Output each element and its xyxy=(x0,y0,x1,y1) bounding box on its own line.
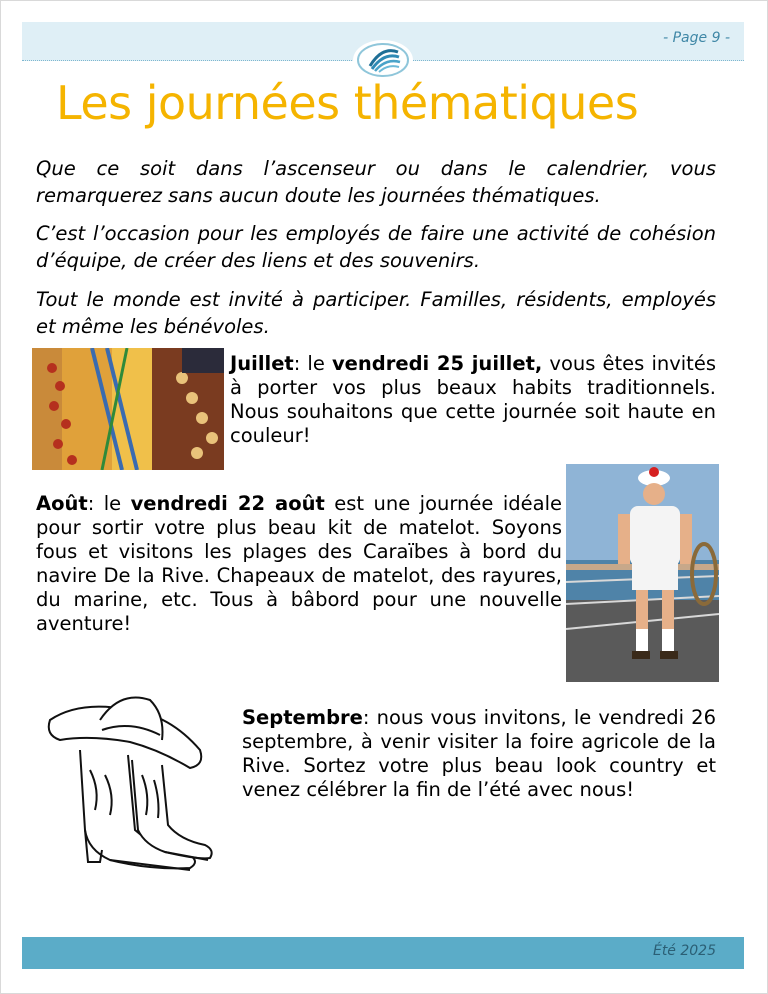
intro-paragraph-2: C’est l’occasion pour les employés de faire une activité de cohésion d’équipe, de créer des liens et des souvenirs. xyxy=(36,222,716,272)
footer-band xyxy=(22,937,744,969)
page-title: Les journées thématiques xyxy=(56,76,639,130)
august-text: est une journée idéale pour sortir votre plus beau kit de matelot. Soyons fous et visitons les plages des Caraïbes à bord du navire De la Rive. Chapeaux de matelot, des rayures, du marine, etc. Tous à bâbord pour une nouvelle aventure! xyxy=(36,492,562,635)
footer-label: Été 2025 xyxy=(652,943,716,959)
july-date: vendredi 25 juillet, xyxy=(331,352,543,375)
august-sep: : le xyxy=(87,492,131,515)
august-month: Août xyxy=(36,492,88,515)
september-month: Septembre xyxy=(242,706,363,729)
intro-paragraph-1: Que ce soit dans l’ascenseur ou dans le calendrier, vous remarquerez sans aucun doute les journées thématiques. xyxy=(36,157,716,207)
august-paragraph xyxy=(36,492,562,636)
traditional-clothing-image xyxy=(32,348,224,470)
page-number: - Page 9 - xyxy=(663,30,730,46)
september-text: : nous vous invitons, le vendredi 26 septembre, à venir visiter la foire agricole de la Rive. Sortez votre plus beau look country et venez célébrer la fin de l’été avec nous! xyxy=(242,706,716,801)
july-paragraph xyxy=(230,352,716,448)
july-month: Juillet xyxy=(230,352,294,375)
september-paragraph xyxy=(242,706,716,802)
july-text: vous êtes invités à porter vos plus beaux habits traditionnels. Nous souhaitons que cette journée soit haute en couleur! xyxy=(230,352,716,447)
intro-paragraph-3: Tout le monde est invité à participer. Familles, résidents, employés et même les bénévoles. xyxy=(36,288,716,338)
sailor-image xyxy=(566,464,719,682)
august-date: vendredi 22 août xyxy=(130,492,325,515)
july-sep: : le xyxy=(293,352,332,375)
cowboy-boots-image xyxy=(40,690,215,890)
